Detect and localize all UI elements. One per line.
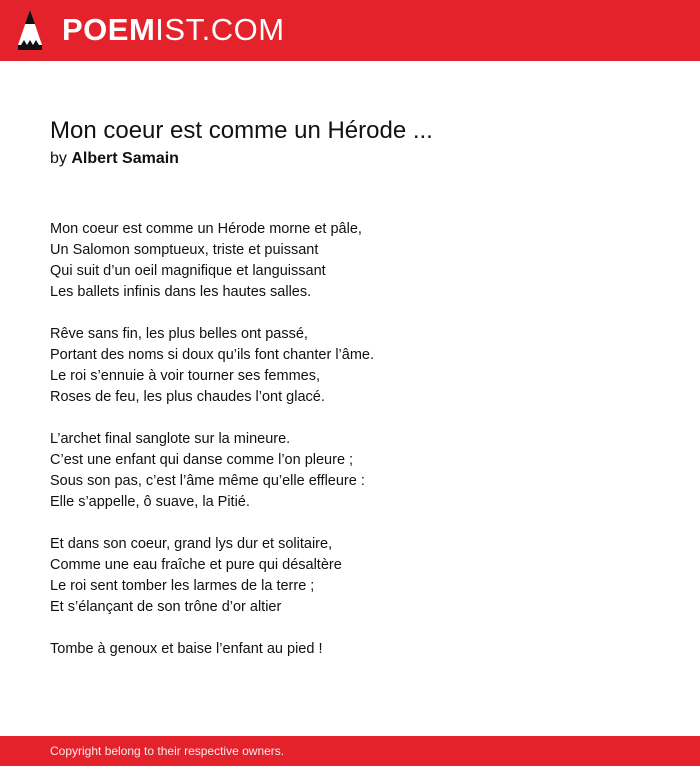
by-label: by [50, 150, 67, 167]
stanza-1 [50, 219, 670, 303]
poem-line: Elle s’appelle, ô suave, la Pitié. [50, 494, 250, 510]
pencil-tip-icon[interactable] [17, 9, 43, 51]
copyright-text: Copyright belong to their respective owners. [50, 744, 285, 758]
site-header [0, 0, 700, 61]
poem-line: C’est une enfant qui danse comme l’on pleure ; [50, 452, 354, 468]
poem-line: Le roi sent tomber les larmes de la terre ; [50, 578, 315, 594]
logo-bold-part: POEM [62, 12, 156, 47]
poem-line: Et s’élançant de son trône d’or altier [50, 599, 282, 615]
stanza-4 [50, 534, 670, 618]
poem-line: Qui suit d’un oeil magnifique et languissant [50, 263, 326, 279]
poem-line: L’archet final sanglote sur la mineure. [50, 431, 291, 447]
poem-line: Un Salomon somptueux, triste et puissant [50, 242, 319, 258]
poem-line: Tombe à genoux et baise l’enfant au pied ! [50, 641, 323, 657]
poem-title: Mon coeur est comme un Hérode ... [50, 117, 433, 144]
poem-byline [50, 148, 179, 170]
poem-line: Comme une eau fraîche et pure qui désaltère [50, 557, 342, 573]
poem-line: Portant des noms si doux qu’ils font chanter l’âme. [50, 347, 374, 363]
site-logo[interactable] [62, 12, 285, 48]
poem-line: Rêve sans fin, les plus belles ont passé, [50, 326, 308, 342]
poem-line: Roses de feu, les plus chaudes l’ont glacé. [50, 389, 325, 405]
stanza-3 [50, 429, 670, 513]
logo-light-part: IST.COM [155, 12, 285, 47]
poem-line: Mon coeur est comme un Hérode morne et pâle, [50, 221, 362, 237]
poem-line: Les ballets infinis dans les hautes salles. [50, 284, 312, 300]
poem-body [50, 219, 670, 681]
author-link[interactable]: Albert Samain [71, 150, 179, 167]
stanza-2 [50, 324, 670, 408]
stanza-5 [50, 639, 670, 660]
poem-line: Et dans son coeur, grand lys dur et solitaire, [50, 536, 333, 552]
site-footer [0, 736, 700, 766]
poem-line: Sous son pas, c’est l’âme même qu’elle effleure : [50, 473, 365, 489]
poem-line: Le roi s’ennuie à voir tourner ses femmes, [50, 368, 320, 384]
